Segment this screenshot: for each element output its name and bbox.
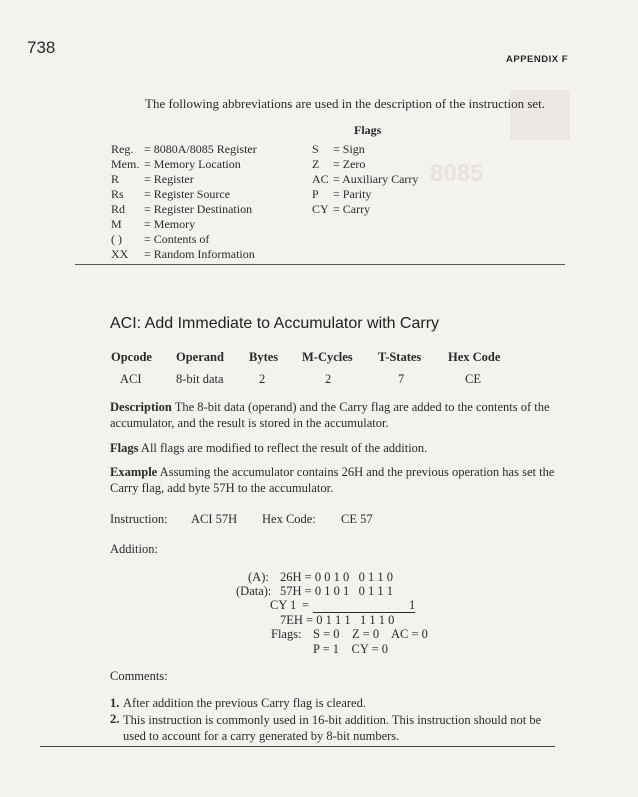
- flags-result-line2: P = 1 CY = 0: [313, 642, 388, 656]
- abbr-item: [111, 142, 133, 157]
- abbr-key: Reg.: [111, 142, 134, 156]
- instruction-label: Instruction:: [110, 512, 168, 526]
- abbr-meaning: = Register Destination: [144, 202, 253, 216]
- comment-number: 2.: [110, 712, 120, 726]
- flag-meaning: = Carry: [333, 202, 371, 216]
- table-header: Opcode: [111, 350, 152, 364]
- table-header: M-Cycles: [302, 350, 353, 364]
- table-cell: 7: [398, 372, 405, 386]
- running-head: APPENDIX F: [506, 54, 569, 65]
- abbr-meaning: = 8080A/8085 Register: [144, 142, 257, 156]
- flags-heading: Flags: [354, 123, 382, 137]
- instruction-value: ACI 57H: [191, 512, 238, 526]
- comment-text: This instruction is commonly used in 16-bit addition. This instruction should not be used to account for a carry generated by 8-bit numbers.: [123, 713, 542, 743]
- flag-key: P: [312, 187, 319, 201]
- show-through-text: 8085: [430, 160, 484, 187]
- table-header: Hex Code: [448, 350, 501, 364]
- addition-operand-value: 26H = 0 0 1 0 0 1 1 0: [280, 570, 393, 584]
- abbr-key: Rd: [111, 202, 126, 216]
- comments-label: Comments:: [110, 669, 168, 683]
- abbr-key: XX: [111, 247, 129, 261]
- instruction-title: ACI: Add Immediate to Accumulator with Carry: [110, 315, 440, 332]
- comment-text: After addition the previous Carry flag is cleared.: [123, 696, 366, 710]
- intro-text: The following abbreviations are used in the description of the instruction set.: [145, 96, 546, 111]
- flags-paragraph: [110, 440, 562, 456]
- page-number: 738: [27, 38, 56, 57]
- description-text: The 8-bit data (operand) and the Carry flag are added to the contents of the accumulator, and the result is stored in the accumulator.: [110, 400, 550, 430]
- flag-meaning: = Zero: [333, 157, 366, 171]
- table-cell: 2: [325, 372, 332, 386]
- addition-result-value: 7EH = 0 1 1 1 1 1 1 0: [280, 613, 395, 627]
- carry-equals: =: [302, 598, 310, 612]
- example-paragraph: [110, 464, 562, 496]
- example-text: Assuming the accumulator contains 26H and the previous operation has set the Carry flag, add byte 57H to the accumulator.: [110, 465, 555, 495]
- table-header: Bytes: [249, 350, 279, 364]
- flags-label: Flags: [110, 441, 139, 455]
- abbr-key: R: [111, 172, 120, 186]
- description-paragraph: [110, 399, 562, 431]
- description-label: Description: [110, 400, 172, 414]
- table-cell: 8-bit data: [176, 372, 224, 386]
- flag-meaning: = Auxiliary Carry: [333, 172, 419, 186]
- section-divider: [75, 264, 565, 265]
- addition-operand-value: 57H = 0 1 0 1 0 1 1 1: [280, 584, 393, 598]
- flags-text: All flags are modified to reflect the result of the addition.: [140, 441, 428, 455]
- abbr-key: ( ): [111, 232, 122, 246]
- carry-bit: 1: [409, 598, 416, 612]
- addition-operand-label: (Data):: [236, 584, 272, 598]
- abbr-key: M: [111, 217, 122, 231]
- carry-label: CY 1: [270, 598, 297, 612]
- table-header: Operand: [176, 350, 224, 364]
- comment-number: 1.: [110, 696, 120, 710]
- table-cell: 2: [259, 372, 266, 386]
- abbr-key: Mem.: [111, 157, 140, 171]
- flag-key: S: [312, 142, 319, 156]
- abbr-meaning: = Register: [144, 172, 194, 186]
- addition-label: Addition:: [110, 542, 158, 556]
- abbr-meaning: = Register Source: [144, 187, 231, 201]
- flag-key: AC: [312, 172, 329, 186]
- flags-result-line1: S = 0 Z = 0 AC = 0: [313, 627, 428, 641]
- bottom-divider: [40, 746, 555, 747]
- table-cell: ACI: [120, 372, 142, 386]
- addition-operand-label: (A):: [248, 570, 269, 584]
- abbr-meaning: = Memory Location: [144, 157, 241, 171]
- flag-key: CY: [312, 202, 329, 216]
- abbr-meaning: = Random Information: [144, 247, 255, 261]
- flag-meaning: = Sign: [333, 142, 365, 156]
- hex-code-value: CE 57: [341, 512, 373, 526]
- hex-code-label: Hex Code:: [262, 512, 316, 526]
- example-label: Example: [110, 465, 158, 479]
- table-cell: CE: [465, 372, 481, 386]
- flag-key: Z: [312, 157, 320, 171]
- flags-result-label: Flags:: [271, 627, 302, 641]
- table-header: T-States: [378, 350, 422, 364]
- abbr-key: Rs: [111, 187, 124, 201]
- abbr-meaning: = Contents of: [144, 232, 210, 246]
- abbr-meaning: = Memory: [144, 217, 196, 231]
- flag-meaning: = Parity: [333, 187, 372, 201]
